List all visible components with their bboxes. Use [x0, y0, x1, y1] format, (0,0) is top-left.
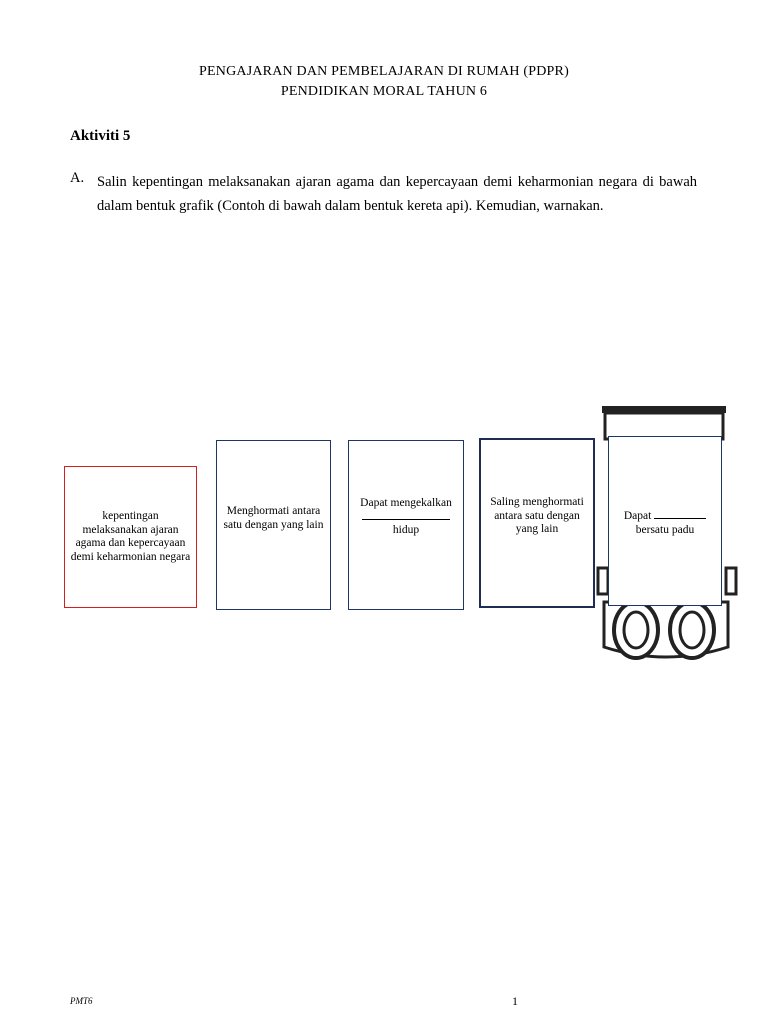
train-box-5 — [608, 436, 722, 606]
train-box-4-text: Saling menghormati antara satu dengan yang lain — [490, 496, 584, 535]
engine-buffer-left — [598, 568, 608, 594]
question-letter: A. — [70, 170, 85, 186]
train-box-2-text: Menghormati antara satu dengan yang lain — [223, 505, 324, 531]
train-box-3 — [348, 440, 464, 610]
train-box-4 — [479, 438, 595, 608]
train-box-title-text: kepentingan melaksanakan ajaran agama dan kepercayaan demi keharmonian negara — [70, 510, 191, 563]
train-box-2 — [216, 440, 331, 610]
engine-buffer-right — [726, 568, 736, 594]
train-box-5-bottom-text: bersatu padu — [635, 523, 695, 536]
train-box-3-bottom-text: hidup — [392, 523, 420, 536]
train-box-3-top-text: Dapat mengekalkan — [360, 497, 452, 509]
header-subtitle: PENDIDIKAN MORAL TAHUN 6 — [280, 84, 488, 99]
activity-title: Aktiviti 5 — [70, 128, 131, 144]
fill-in-blank-line — [362, 519, 450, 520]
question-text: Salin kepentingan melaksanakan ajaran agama dan kepercayaan demi keharmonian negara di bawah dalam bentuk grafik (Contoh di bawah dalam bentuk kereta api). Kemudian, warnakan. — [97, 174, 697, 214]
footer-code: PMT6 — [70, 996, 93, 1006]
train-box-title — [64, 466, 197, 608]
fill-in-blank-line — [654, 508, 706, 519]
header-title: PENGAJARAN DAN PEMBELAJARAN DI RUMAH (PDPR) — [199, 64, 569, 79]
page-number: 1 — [512, 994, 518, 1008]
train-box-5-top-text: Dapat — [623, 510, 652, 522]
engine-wheel-right-inner — [680, 612, 704, 648]
engine-wheel-left-inner — [624, 612, 648, 648]
